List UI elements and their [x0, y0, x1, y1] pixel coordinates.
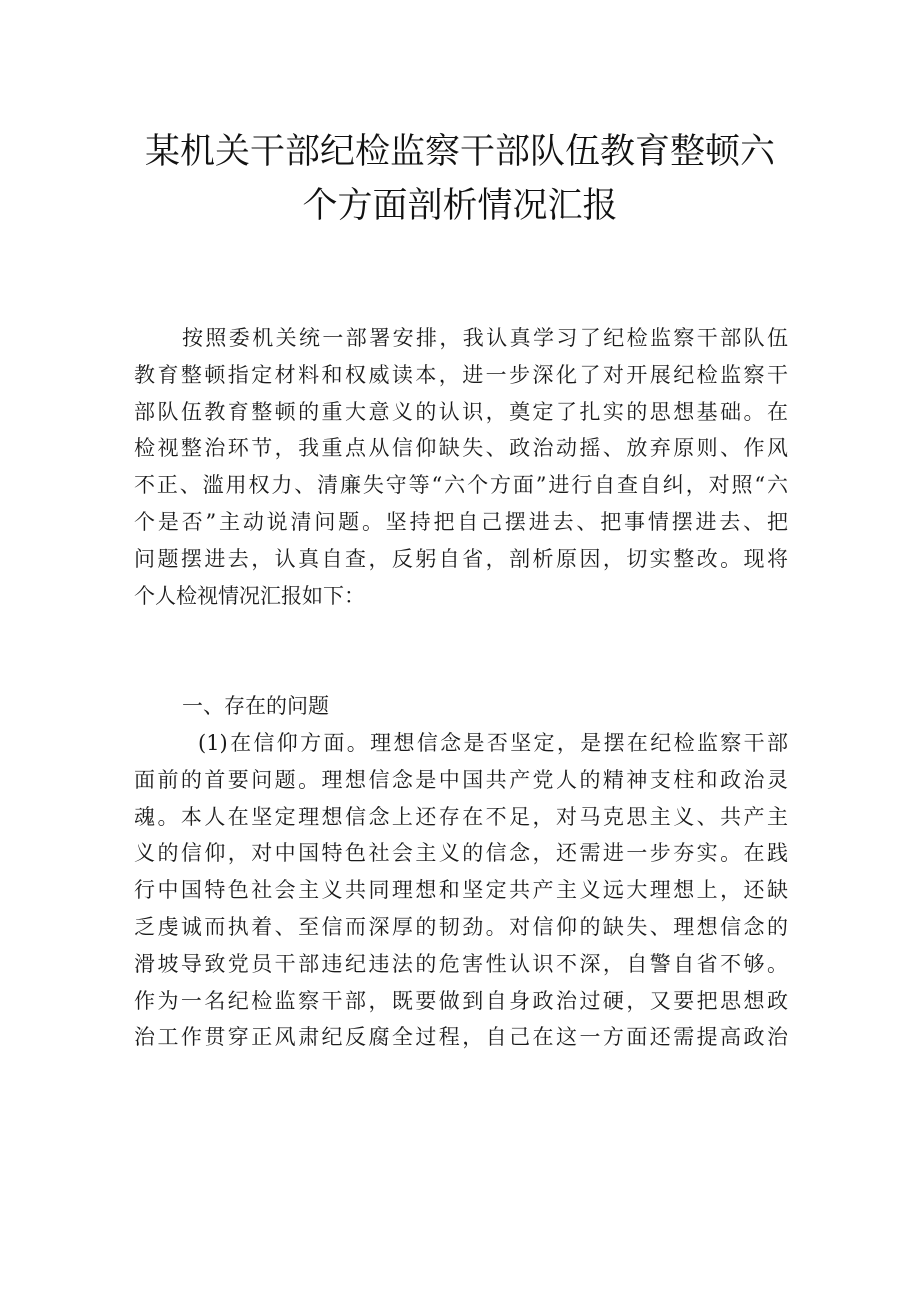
intro-line: 教育整顿指定材料和权威读本，进一步深化了对开展纪检监察干 — [134, 362, 788, 387]
intro-line: 检视整治环节，我重点从信仰缺失、政治动摇、放弃原则、作风 — [134, 436, 788, 461]
intro-line: 不正、滥用权力、清廉失守等“六个方面”进行自查自纠，对照“六 — [134, 473, 788, 498]
section-1-line: 作为一名纪检监察干部，既要做到自身政治过硬，又要把思想政 — [134, 988, 788, 1013]
section-1-paragraph — [134, 725, 788, 1056]
intro-line: 按照委机关统一部署安排，我认真学习了纪检监察干部队伍 — [182, 326, 788, 350]
intro-line: 个是否”主动说清问题。坚持把自己摆进去、把事情摆进去、把 — [134, 509, 788, 534]
intro-paragraph — [134, 320, 788, 614]
section-1-line: 魂。本人在坚定理想信念上还存在不足，对马克思主义、共产主 — [134, 804, 788, 829]
intro-line: 问题摆进去，认真自查，反躬自省，剖析原因，切实整改。现将 — [134, 546, 788, 571]
section-1-line: 乏虔诚而执着、至信而深厚的韧劲。对信仰的缺失、理想信念的 — [134, 914, 788, 939]
section-1-line: 滑坡导致党员干部违纪违法的危害性认识不深，自警自省不够。 — [134, 951, 788, 976]
section-1-line: 行中国特色社会主义共同理想和坚定共产主义远大理想上，还缺 — [134, 878, 788, 903]
intro-line: 个人检视情况汇报如下： — [134, 583, 365, 608]
section-heading — [134, 688, 788, 725]
document-title-line-1: 某机关干部纪检监察干部队伍教育整顿六 — [144, 132, 775, 172]
section-1-line: 面前的首要问题。理想信念是中国共产党人的精神支柱和政治灵 — [134, 767, 788, 792]
section-1-line: (1)在信仰方面。理想信念是否坚定，是摆在纪检监察干部 — [198, 731, 788, 755]
section-1-line: 治工作贯穿正风肃纪反腐全过程，自己在这一方面还需提高政治 — [134, 1025, 788, 1050]
section-1-line: 义的信仰，对中国特色社会主义的信念，还需进一步夯实。在践 — [134, 841, 788, 866]
intro-line: 部队伍教育整顿的重大意义的认识，奠定了扎实的思想基础。在 — [134, 399, 788, 424]
document-title-line-2: 个方面剖析情况汇报 — [302, 186, 618, 226]
section-heading-text: 一、存在的问题 — [182, 694, 329, 718]
